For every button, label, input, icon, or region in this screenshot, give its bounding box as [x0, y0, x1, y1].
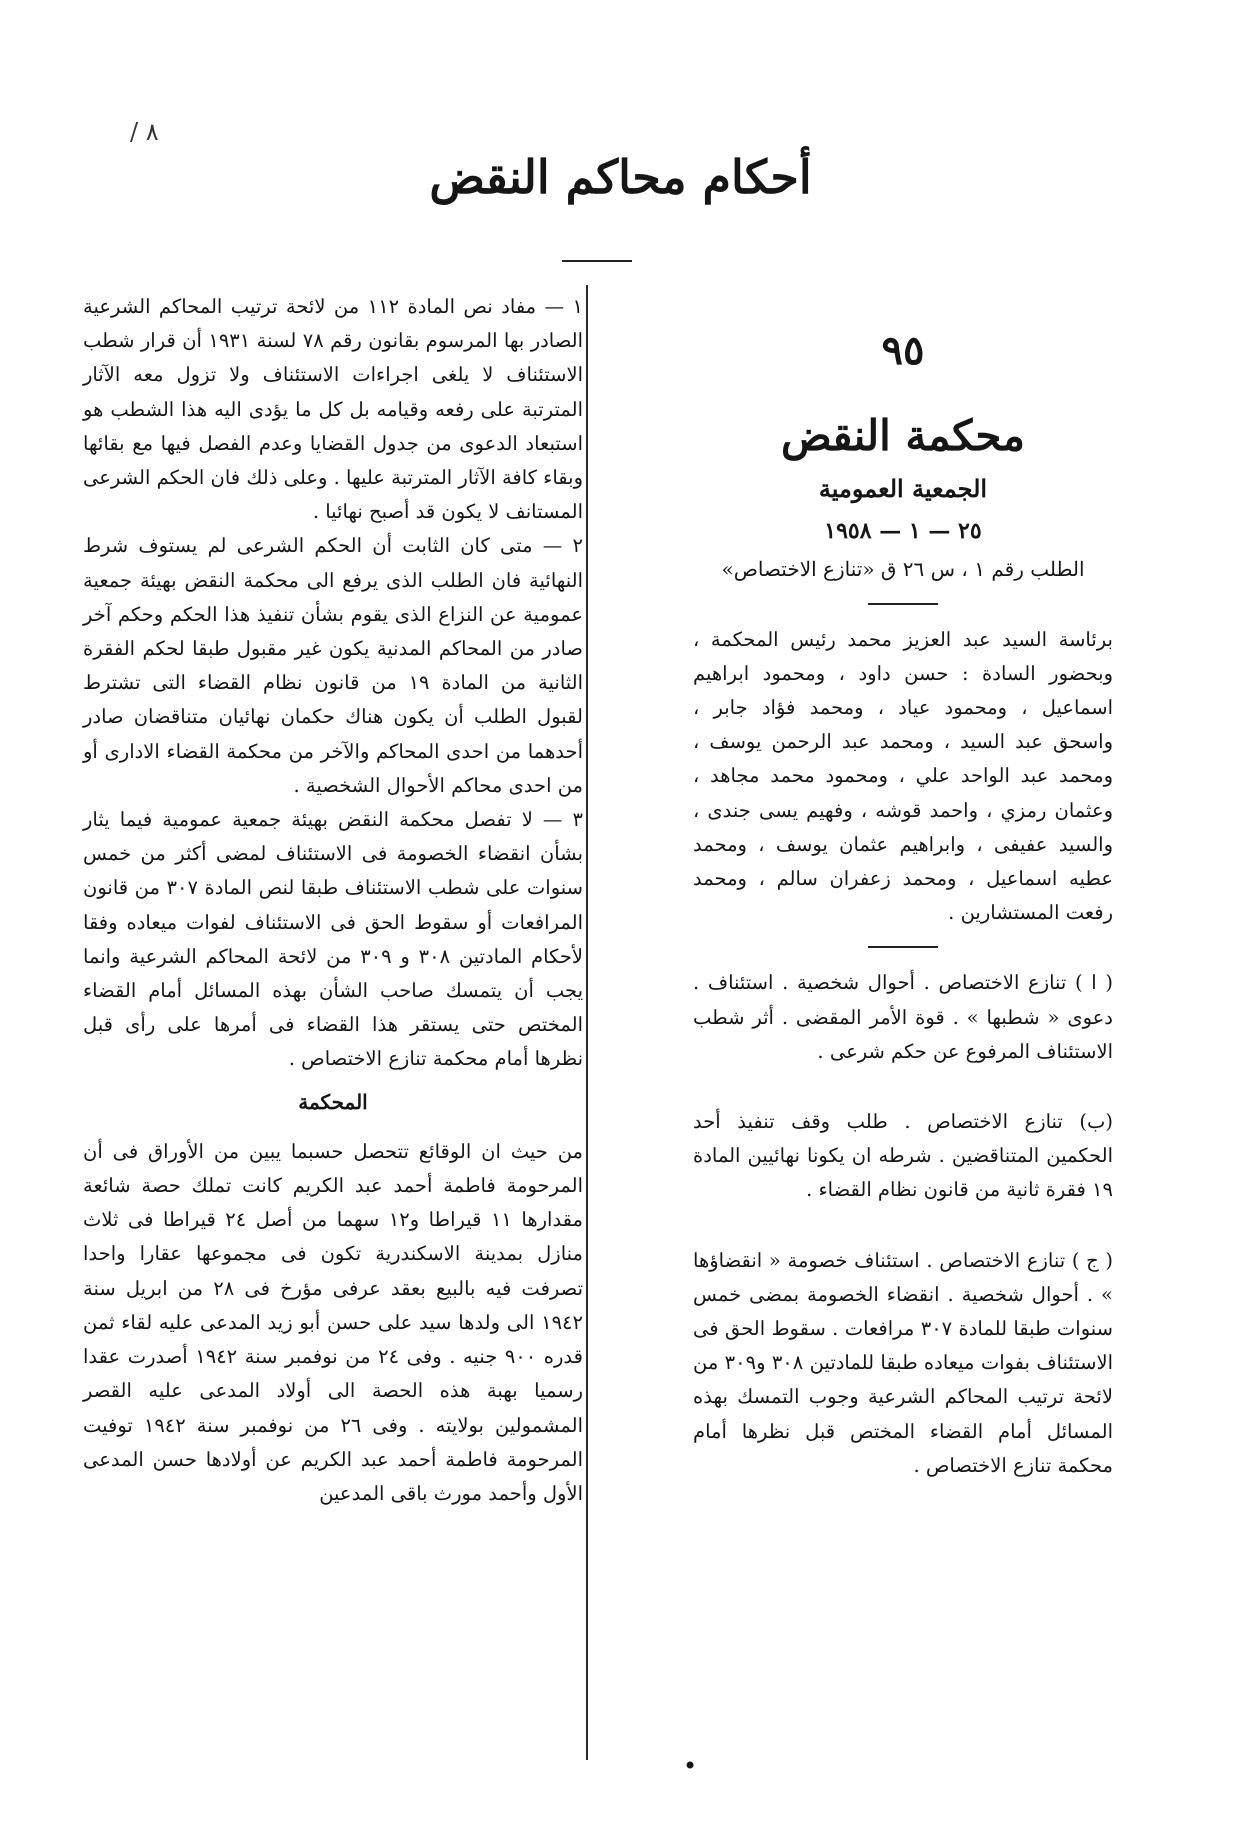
bench-composition: برئاسة السيد عبد العزيز محمد رئيس المحكمة ، وبحضور السادة : حسن داود ، ومحمود ابراهيم اسماعيل ، ومحمود عياد ، ومحمد فؤاد جابر ، واسحق عبد السيد ، ومحمد عبد الرحمن يوسف ، ومحمد عبد الواحد علي ، ومحمود محمد مجاهد ، وعثمان رمزي ، واحمد قوشه ، وفهيم يسى جندى ، والسيد عفيفى ، وابراهيم عثمان يوسف ، ومحمد عطيه اسماعيل ، ومحمد زعفران سالم ، ومحمد رفعت المستشارين .	[693, 627, 1113, 925]
section-rule	[868, 946, 938, 948]
header-rule	[562, 260, 632, 262]
held-principle-3: ٣ — لا تفصل محكمة النقض بهيئة جمعية عمومية فيما يثار بشأن انقضاء الخصومة فى الاستئناف لمضى أكثر من خمس سنوات على شطب الاستئناف طبقا لنص المادة ٣٠٧ من قانون المرافعات أو سقوط الحق فى الاستئناف لفوات ميعاده وفقا لأحكام المادتين ٣٠٨ و ٣٠٩ من لائحة المحاكم الشرعية وانما يجب أن يتمسك صاحب الشأن بهذه المسائل أمام القضاء المختص حتى يستقر هذا القضاء فى أمرها على رأى قبل نظرها أمام محكمة تنازع الاختصاص .	[83, 808, 583, 1071]
court-name: محكمة النقض	[780, 411, 1026, 460]
summary-a: ( ا ) تنازع الاختصاص . أحوال شخصية . استئناف . دعوى « شطبها » . قوة الأمر المقضى . أثر شطب الاستئناف المرفوع عن حكم شرعى .	[693, 971, 1113, 1063]
request-number: الطلب رقم ١ ، س ٢٦ ق «تنازع الاختصاص»	[721, 557, 1085, 582]
case-date: ٢٥ — ١ — ١٩٥٨	[824, 518, 982, 545]
court-section-title: المحكمة	[298, 1089, 368, 1114]
chamber-name: الجمعية العمومية	[818, 474, 988, 503]
case-heading-column	[693, 290, 1113, 1497]
page-mark: ٨ /	[130, 118, 159, 146]
footer-mark: •	[683, 1752, 698, 1780]
summary-b: (ب) تنازع الاختصاص . طلب وقف تنفيذ أحد الحكمين المتناقضين . شرطه ان يكونا نهائيين المادة ١٩ فقرة ثانية من قانون نظام القضاء .	[693, 1110, 1113, 1202]
case-number: ٩٥	[881, 327, 925, 374]
page-header	[0, 150, 1241, 204]
column-divider	[586, 285, 588, 1760]
held-principle-2: ٢ — متى كان الثابت أن الحكم الشرعى لم يستوف شرط النهائية فان الطلب الذى يرفع الى محكمة النقض بهيئة جمعية عمومية عن النزاع الذى يقوم بشأن تنفيذ هذا الحكم وحكم آخر صادر من المحاكم المدنية يكون غير مقبول طبقا لحكم الفقرة الثانية من المادة ١٩ من قانون نظام القضاء التى تشترط لقبول الطلب أن يكون هناك حكمان نهائيان متناقضان صادر أحدهما من احدى المحاكم والآخر من محكمة القضاء الادارى أو من احدى محاكم الأحوال الشخصية .	[83, 534, 584, 797]
held-principle-1: ١ — مفاد نص المادة ١١٢ من لائحة ترتيب المحاكم الشرعية الصادر بها المرسوم بقانون رقم ٧٨ لسنة ١٩٣١ أن قرار شطب الاستئناف لا يلغى اجراءات الاستئناف ولا تزول معه الآثار المترتبة على رفعه وقيامه بل كل ما يؤدى اليه هذا الشطب هو استبعاد الدعوى من جدول القضايا وعدم الفصل فيها مع بقائها وبقاء كافة الآثار المترتبة عليها . وعلى ذلك فان الحكم الشرعى المستانف لا يكون قد أصبح نهائيا .	[83, 295, 584, 524]
ruling-column	[83, 290, 583, 1511]
section-rule	[868, 603, 938, 605]
court-reasoning: من حيث ان الوقائع تتحصل حسبما يبين من الأوراق فى أن المرحومة فاطمة أحمد عبد الكريم كانت تملك حصة شائعة مقدارها ١١ قيراطا و١٢ سهما من أصل ٢٤ قيراطا فى ثلاث منازل بمدينة الاسكندرية تكون فى مجموعها عقارا واحدا تصرفت فيه بالبيع بعقد عرفى مؤرخ فى ٢٨ من ابريل سنة ١٩٤٢ الى ولدها سيد على حسن أبو زيد المدعى عليه لقاء ثمن قدره ٩٠٠ جنيه . وفى ٢٤ من نوفمبر سنة ١٩٤٢ أصدرت عقدا رسميا بهبة هذه الحصة الى أولاد المدعى عليه القصر المشمولين بولايته . وفى ٢٦ من نوفمبر سنة ١٩٤٢ توفيت المرحومة فاطمة أحمد عبد الكريم عن أولادها حسن المدعى الأول وأحمد مورث باقى المدعين	[83, 1139, 583, 1505]
page-title: أحكام محاكم النقض	[429, 150, 812, 204]
summary-c: ( ج ) تنازع الاختصاص . استئناف خصومة « انقضاؤها » . أحوال شخصية . انقضاء الخصومة بمضى خمس سنوات طبقا للمادة ٣٠٧ مرافعات . سقوط الحق فى الاستئناف بفوات ميعاده طبقا للمادتين ٣٠٨ و٣٠٩ من لائحة ترتيب المحاكم الشرعية وجوب التمسك بهذه المسائل أمام القضاء المختص قبل نظرها أمام محكمة تنازع الاختصاص .	[693, 1248, 1113, 1477]
